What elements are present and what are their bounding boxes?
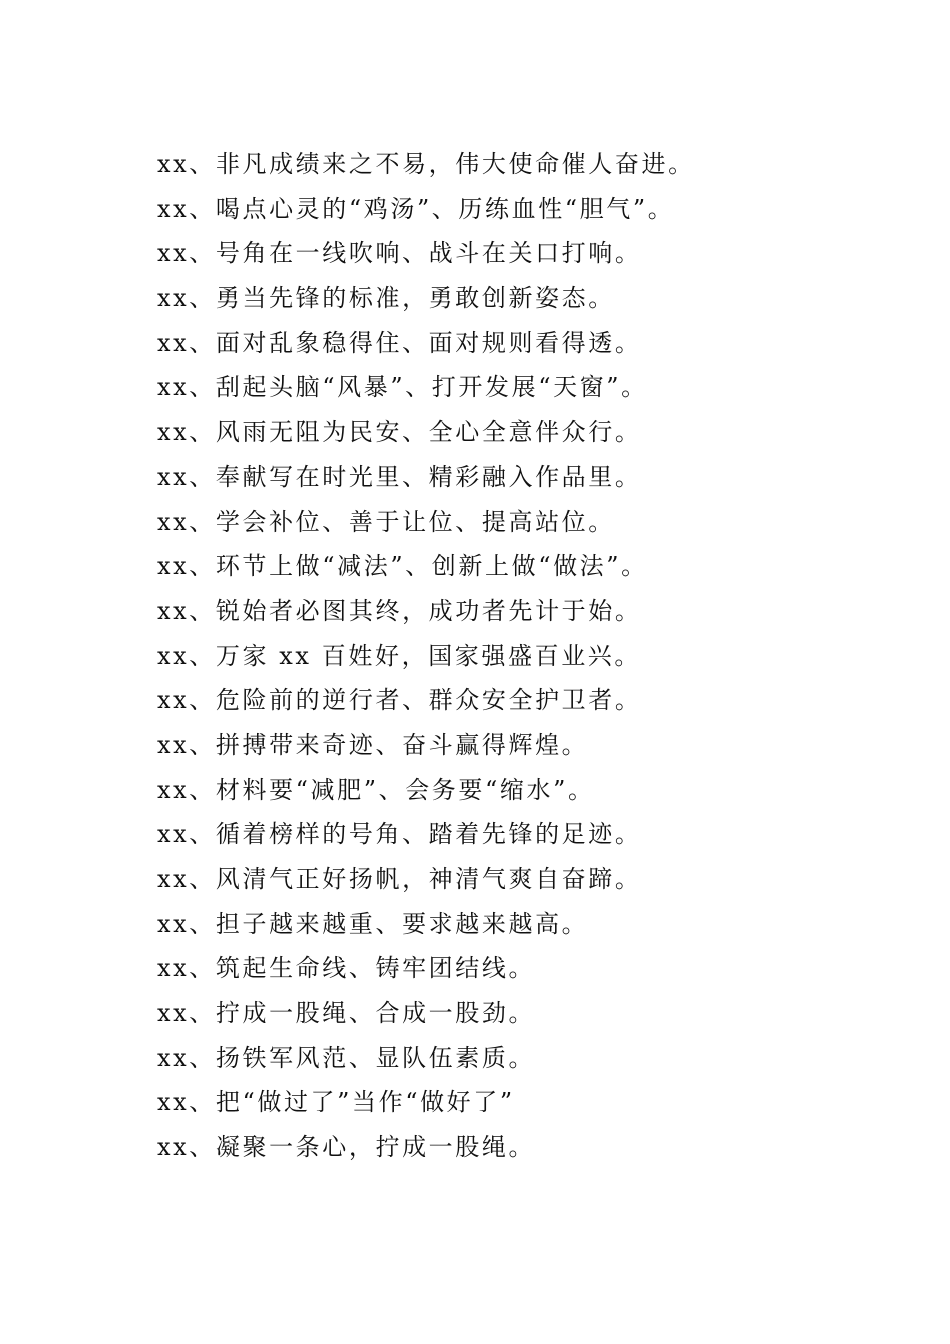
slogan-line-12: xx、万家 xx 百姓好，国家强盛百业兴。	[157, 641, 641, 670]
slogan-line-10: xx、环节上做“减法”、创新上做“做法”。	[157, 552, 648, 581]
slogan-line-13: xx、危险前的逆行者、群众安全护卫者。	[157, 686, 642, 715]
slogan-line-1: xx、非凡成绩来之不易，伟大使命催人奋进。	[157, 150, 695, 178]
slogan-line-9: xx、学会补位、善于让位、提高站位。	[157, 507, 615, 536]
slogan-line-14: xx、拼搏带来奇迹、奋斗赢得辉煌。	[157, 730, 589, 759]
slogan-line-4: xx、勇当先锋的标准，勇敢创新姿态。	[157, 284, 615, 313]
slogan-line-16: xx、循着榜样的号角、踏着先锋的足迹。	[157, 820, 642, 849]
slogan-line-5: xx、面对乱象稳得住、面对规则看得透。	[157, 328, 642, 357]
slogan-line-22: xx、把“做过了”当作“做好了”	[157, 1088, 515, 1117]
slogan-line-19: xx、筑起生命线、铸牢团结线。	[157, 954, 536, 983]
slogan-list	[157, 142, 877, 1170]
slogan-line-8: xx、奉献写在时光里、精彩融入作品里。	[157, 462, 642, 491]
slogan-line-11: xx、锐始者必图其终，成功者先计于始。	[157, 596, 642, 625]
slogan-line-7: xx、风雨无阻为民安、全心全意伴众行。	[157, 418, 642, 447]
slogan-line-15: xx、材料要“减肥”、会务要“缩水”。	[157, 775, 595, 804]
slogan-line-23: xx、凝聚一条心，拧成一股绳。	[157, 1133, 536, 1162]
slogan-line-21: xx、扬铁军风范、显队伍素质。	[157, 1043, 536, 1072]
slogan-line-3: xx、号角在一线吹响、战斗在关口打响。	[157, 239, 642, 268]
slogan-line-20: xx、拧成一股绳、合成一股劲。	[157, 999, 536, 1028]
slogan-line-6: xx、刮起头脑“风暴”、打开发展“天窗”。	[157, 373, 648, 402]
slogan-line-17: xx、风清气正好扬帆，神清气爽自奋蹄。	[157, 865, 642, 893]
slogan-line-18: xx、担子越来越重、要求越来越高。	[157, 909, 589, 938]
slogan-line-2: xx、喝点心灵的“鸡汤”、历练血性“胆气”。	[157, 194, 675, 223]
